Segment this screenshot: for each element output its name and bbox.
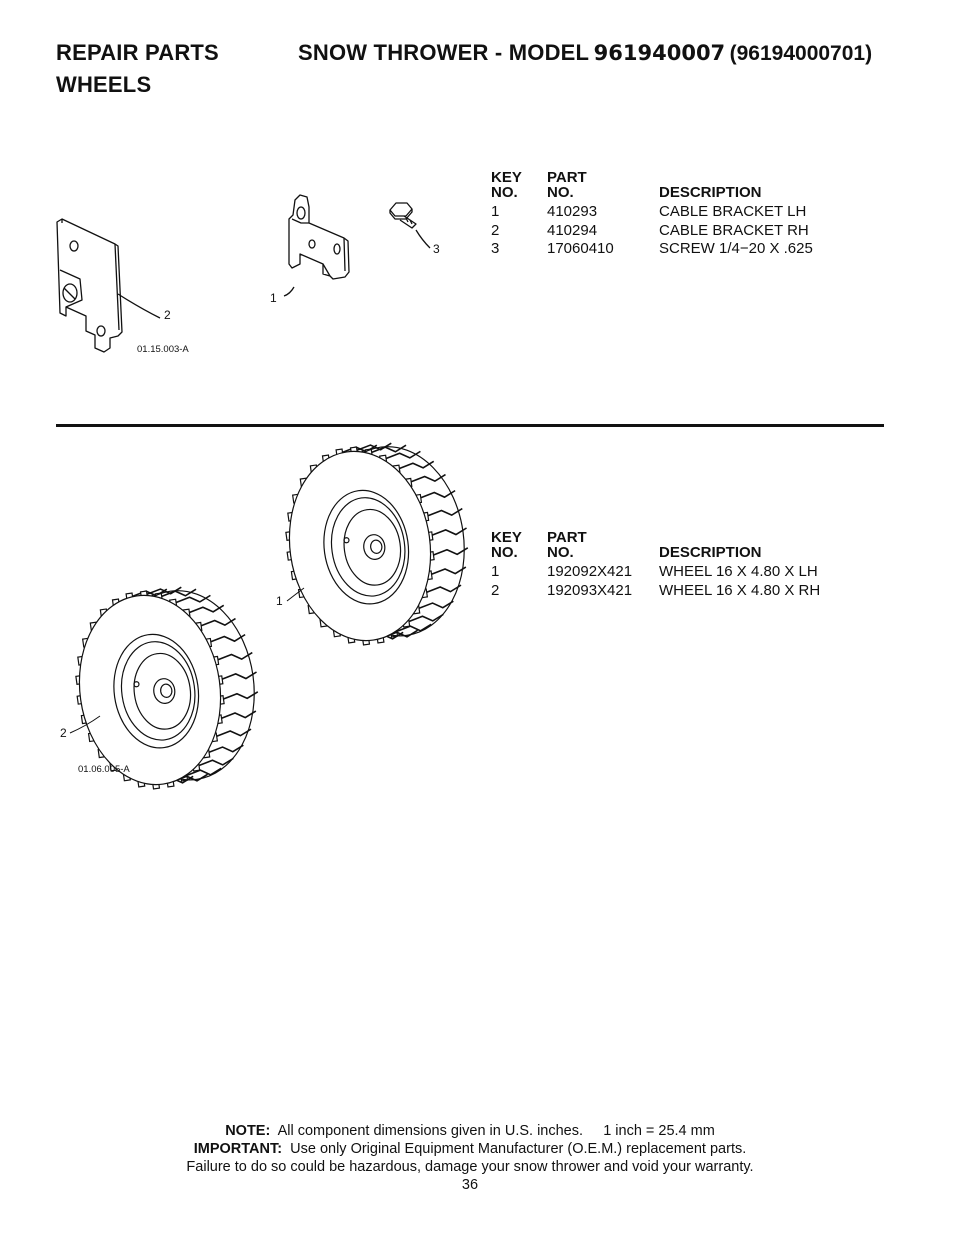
cable-bracket-parts-table bbox=[491, 170, 859, 259]
part-no-header: PART NO. bbox=[547, 529, 587, 561]
callout-1: 1 bbox=[270, 291, 277, 305]
table-header bbox=[491, 170, 859, 200]
callout-2: 2 bbox=[60, 726, 67, 740]
important-line bbox=[0, 1140, 940, 1158]
callout-3: 3 bbox=[433, 242, 440, 256]
page-number: 36 bbox=[461, 1177, 479, 1193]
key-no-header: KEY NO. bbox=[491, 529, 522, 561]
callout-1: 1 bbox=[276, 594, 283, 608]
table-row: 1 192092X421 WHEEL 16 X 4.80 X LH bbox=[491, 563, 818, 580]
part-no-header: PART NO. bbox=[547, 169, 587, 201]
note-text: All component dimensions given in U.S. inches. bbox=[277, 1123, 584, 1139]
description-header: DESCRIPTION bbox=[659, 184, 762, 201]
table-header bbox=[491, 530, 859, 560]
figure-code: 01.06.005-A bbox=[78, 764, 130, 775]
figure-code: 01.15.003-A bbox=[137, 344, 189, 355]
wheel-parts-table bbox=[491, 530, 859, 600]
wheel-lh-drawing bbox=[274, 433, 481, 653]
table-row: 2 192093X421 WHEEL 16 X 4.80 X RH bbox=[491, 581, 821, 599]
screw-drawing bbox=[390, 203, 416, 228]
note-label: NOTE: bbox=[225, 1123, 271, 1139]
description-header: DESCRIPTION bbox=[659, 544, 762, 561]
key-no-header: KEY NO. bbox=[491, 169, 522, 201]
table-row: 1 410293 CABLE BRACKET LH bbox=[491, 203, 807, 220]
note-line bbox=[0, 1122, 940, 1140]
table-row: 3 17060410 SCREW 1/4−20 X .625 bbox=[491, 240, 813, 257]
unit-conversion: 1 inch = 25.4 mm bbox=[603, 1123, 715, 1139]
cable-bracket-lh-drawing bbox=[289, 195, 349, 279]
warning-text: Failure to do so could be hazardous, damage your snow thrower and void your warranty. bbox=[186, 1159, 754, 1175]
wheel-diagram bbox=[0, 420, 954, 820]
important-label: IMPORTANT: bbox=[193, 1141, 283, 1157]
cable-bracket-rh-drawing bbox=[57, 219, 122, 352]
model-code: (96194000701) bbox=[729, 42, 873, 65]
important-text: Use only Original Equipment Manufacturer (O.E.M.) replacement parts. bbox=[290, 1141, 747, 1157]
model-number: 961940007 bbox=[593, 41, 726, 65]
product-prefix: SNOW THROWER - MODEL bbox=[298, 40, 590, 65]
section-title: REPAIR PARTS bbox=[56, 40, 219, 65]
table-row: 2 410294 CABLE BRACKET RH bbox=[491, 221, 809, 239]
page-subtitle: WHEELS bbox=[56, 72, 152, 97]
callout-2: 2 bbox=[164, 308, 171, 322]
footer-notes bbox=[0, 1122, 940, 1194]
